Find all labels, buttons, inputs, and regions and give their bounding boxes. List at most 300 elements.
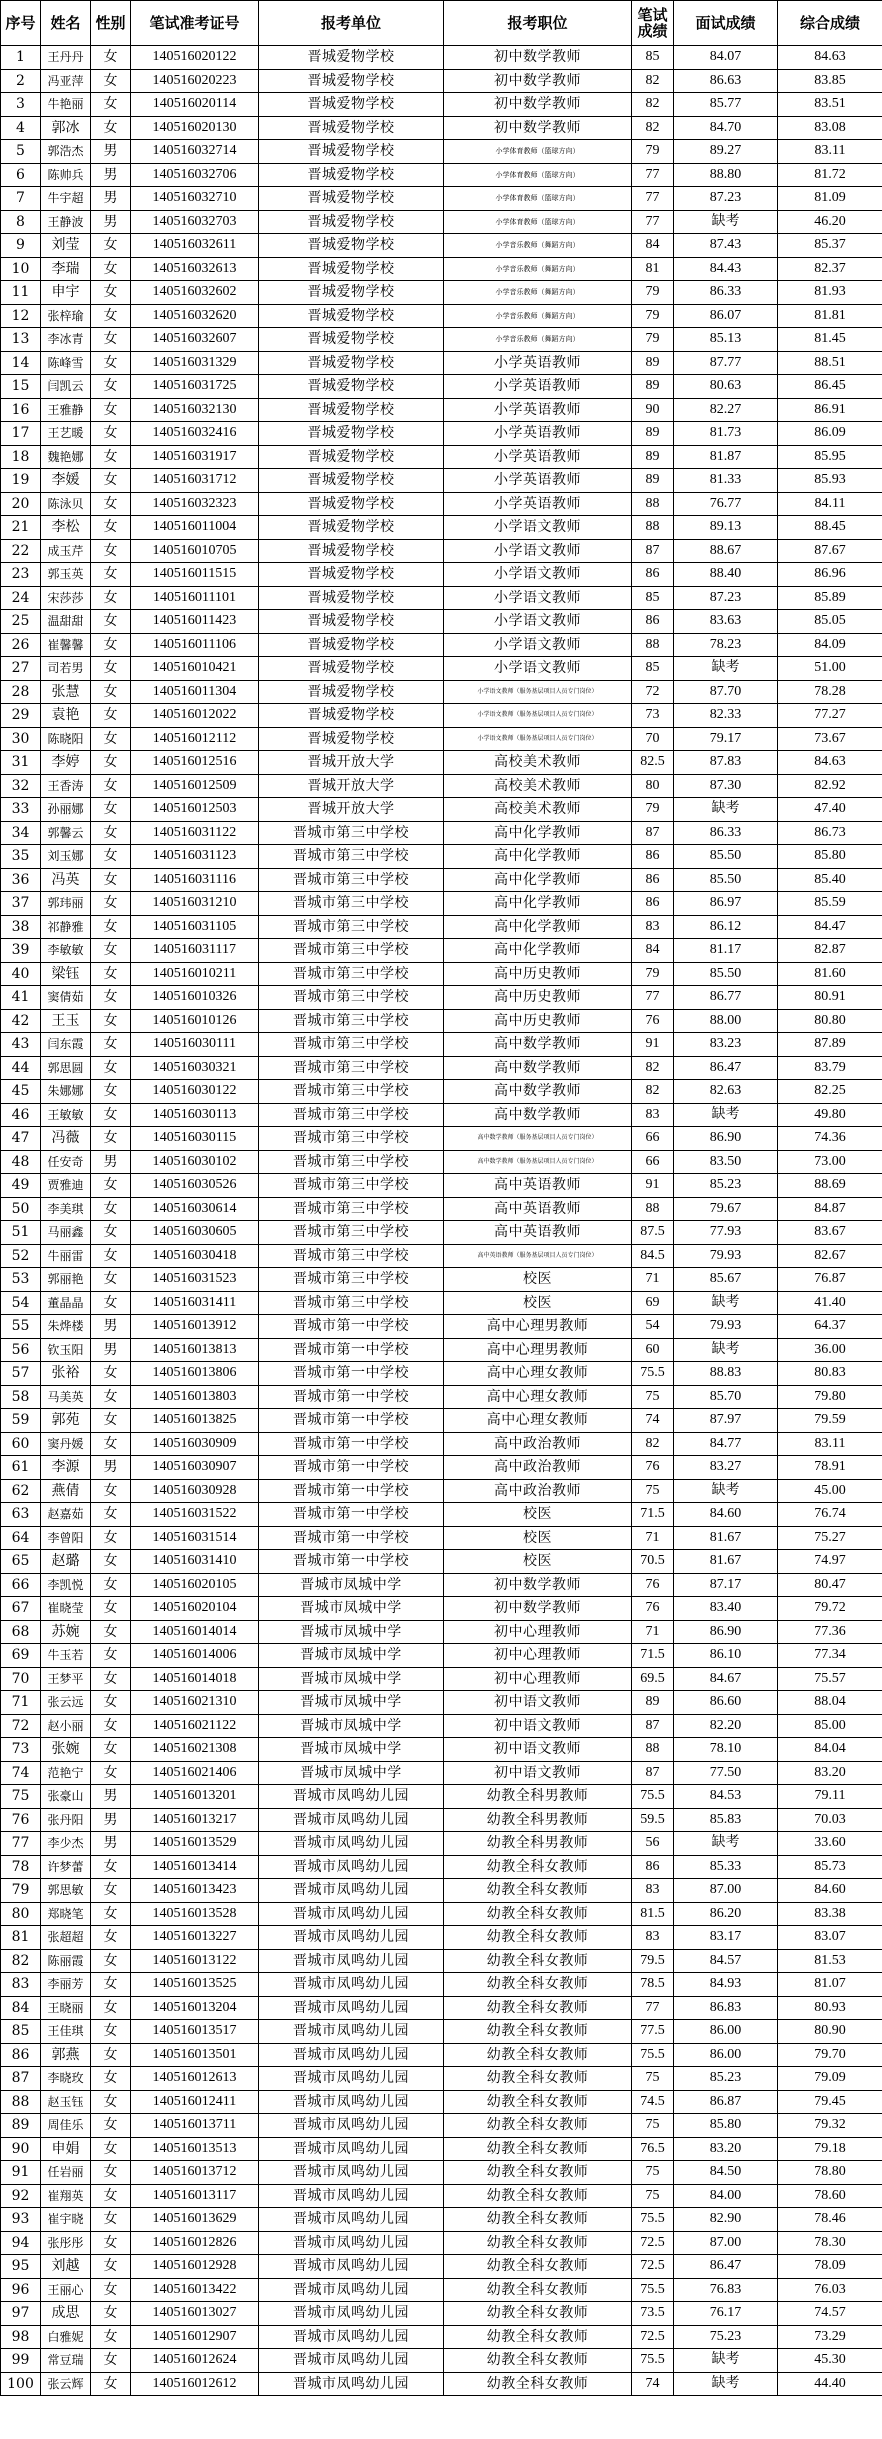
cell-total-score: 80.90 — [778, 2020, 882, 2044]
cell-interview-score: 85.50 — [674, 868, 778, 892]
cell-unit: 晋城市凤鸣幼儿园 — [259, 2114, 444, 2138]
cell-index: 64 — [1, 1526, 41, 1550]
cell-written-score: 79 — [632, 140, 674, 164]
cell-total-score: 51.00 — [778, 657, 882, 681]
cell-unit: 晋城爱物学校 — [259, 469, 444, 493]
cell-interview-score: 82.27 — [674, 398, 778, 422]
cell-total-score: 76.74 — [778, 1503, 882, 1527]
cell-position: 幼教全科女教师 — [444, 1902, 632, 1926]
cell-interview-score: 85.67 — [674, 1268, 778, 1292]
cell-ticket: 140516030526 — [131, 1174, 259, 1198]
header-index: 序号 — [1, 1, 41, 46]
cell-name: 郭浩杰 — [41, 140, 91, 164]
cell-unit: 晋城市凤鸣幼儿园 — [259, 2325, 444, 2349]
cell-ticket: 140516010211 — [131, 962, 259, 986]
table-row — [1, 1996, 882, 2020]
cell-position: 高中数学教师 — [444, 1033, 632, 1057]
cell-gender: 男 — [91, 1315, 131, 1339]
cell-position: 初中心理教师 — [444, 1667, 632, 1691]
cell-name: 孙丽娜 — [41, 798, 91, 822]
cell-gender: 男 — [91, 1150, 131, 1174]
cell-unit: 晋城市凤城中学 — [259, 1761, 444, 1785]
cell-position: 小学英语教师 — [444, 422, 632, 446]
cell-total-score: 85.40 — [778, 868, 882, 892]
cell-name: 常豆瑞 — [41, 2349, 91, 2373]
cell-ticket: 140516032602 — [131, 281, 259, 305]
cell-position: 高中化学教师 — [444, 939, 632, 963]
cell-name: 许梦蕾 — [41, 1855, 91, 1879]
cell-written-score: 87 — [632, 1714, 674, 1738]
cell-position: 小学英语教师 — [444, 492, 632, 516]
cell-gender: 女 — [91, 821, 131, 845]
cell-unit: 晋城市凤鸣幼儿园 — [259, 2184, 444, 2208]
cell-total-score: 75.57 — [778, 1667, 882, 1691]
cell-position: 幼教全科女教师 — [444, 2114, 632, 2138]
cell-written-score: 75 — [632, 2114, 674, 2138]
cell-ticket: 140516032323 — [131, 492, 259, 516]
cell-total-score: 85.05 — [778, 610, 882, 634]
cell-index: 33 — [1, 798, 41, 822]
cell-position: 幼教全科男教师 — [444, 1832, 632, 1856]
cell-index: 19 — [1, 469, 41, 493]
cell-name: 李丽芳 — [41, 1973, 91, 1997]
cell-index: 27 — [1, 657, 41, 681]
cell-position: 高中数学教师 — [444, 1103, 632, 1127]
cell-unit: 晋城市凤鸣幼儿园 — [259, 1973, 444, 1997]
cell-index: 56 — [1, 1338, 41, 1362]
cell-position: 高校美术教师 — [444, 798, 632, 822]
cell-name: 刘莹 — [41, 234, 91, 258]
cell-gender: 女 — [91, 845, 131, 869]
cell-name: 张裕 — [41, 1362, 91, 1386]
cell-unit: 晋城爱物学校 — [259, 633, 444, 657]
cell-unit: 晋城市凤鸣幼儿园 — [259, 2090, 444, 2114]
table-row — [1, 2137, 882, 2161]
cell-total-score: 84.60 — [778, 1879, 882, 1903]
cell-position: 高中政治教师 — [444, 1456, 632, 1480]
cell-total-score: 77.27 — [778, 704, 882, 728]
cell-written-score: 69 — [632, 1291, 674, 1315]
cell-gender: 男 — [91, 1832, 131, 1856]
cell-index: 36 — [1, 868, 41, 892]
table-row — [1, 69, 882, 93]
cell-name: 李少杰 — [41, 1832, 91, 1856]
cell-written-score: 89 — [632, 351, 674, 375]
cell-interview-score: 86.10 — [674, 1644, 778, 1668]
cell-unit: 晋城市第三中学校 — [259, 1244, 444, 1268]
cell-ticket: 140516031116 — [131, 868, 259, 892]
table-row — [1, 257, 882, 281]
cell-name: 郭玉英 — [41, 563, 91, 587]
cell-gender: 女 — [91, 116, 131, 140]
cell-written-score: 83 — [632, 1103, 674, 1127]
cell-written-score: 75.5 — [632, 2208, 674, 2232]
cell-name: 张婉 — [41, 1738, 91, 1762]
cell-ticket: 140516012826 — [131, 2231, 259, 2255]
cell-interview-score: 85.83 — [674, 1808, 778, 1832]
cell-gender: 女 — [91, 1620, 131, 1644]
cell-written-score: 71 — [632, 1268, 674, 1292]
cell-position: 高中化学教师 — [444, 821, 632, 845]
cell-interview-score: 87.00 — [674, 2231, 778, 2255]
cell-gender: 女 — [91, 657, 131, 681]
cell-index: 22 — [1, 539, 41, 563]
cell-written-score: 71 — [632, 1620, 674, 1644]
cell-name: 王雅静 — [41, 398, 91, 422]
cell-interview-score: 87.17 — [674, 1573, 778, 1597]
cell-written-score: 86 — [632, 563, 674, 587]
cell-position: 小学英语教师 — [444, 398, 632, 422]
cell-position: 小学音乐教师（舞蹈方向） — [444, 304, 632, 328]
cell-interview-score: 81.67 — [674, 1526, 778, 1550]
cell-total-score: 80.80 — [778, 1009, 882, 1033]
cell-index: 85 — [1, 2020, 41, 2044]
cell-ticket: 140516012411 — [131, 2090, 259, 2114]
cell-written-score: 76 — [632, 1456, 674, 1480]
cell-ticket: 140516030909 — [131, 1432, 259, 1456]
cell-index: 75 — [1, 1785, 41, 1809]
cell-written-score: 82.5 — [632, 751, 674, 775]
cell-index: 70 — [1, 1667, 41, 1691]
cell-unit: 晋城市凤鸣幼儿园 — [259, 1832, 444, 1856]
cell-gender: 女 — [91, 1127, 131, 1151]
cell-unit: 晋城市凤鸣幼儿园 — [259, 2043, 444, 2067]
cell-ticket: 140516013525 — [131, 1973, 259, 1997]
cell-unit: 晋城爱物学校 — [259, 210, 444, 234]
cell-ticket: 140516032613 — [131, 257, 259, 281]
cell-unit: 晋城市第三中学校 — [259, 868, 444, 892]
cell-interview-score: 缺考 — [674, 798, 778, 822]
cell-name: 陈峰雪 — [41, 351, 91, 375]
cell-name: 郭冰 — [41, 116, 91, 140]
cell-interview-score: 76.83 — [674, 2278, 778, 2302]
cell-interview-score: 84.67 — [674, 1667, 778, 1691]
cell-index: 39 — [1, 939, 41, 963]
cell-unit: 晋城市第一中学校 — [259, 1432, 444, 1456]
cell-position: 校医 — [444, 1503, 632, 1527]
cell-total-score: 84.63 — [778, 46, 882, 70]
cell-position: 高中化学教师 — [444, 915, 632, 939]
cell-unit: 晋城市第三中学校 — [259, 1033, 444, 1057]
cell-written-score: 79 — [632, 328, 674, 352]
cell-index: 82 — [1, 1949, 41, 1973]
cell-position: 幼教全科女教师 — [444, 2302, 632, 2326]
cell-ticket: 140516013414 — [131, 1855, 259, 1879]
table-row — [1, 1150, 882, 1174]
table-row — [1, 1738, 882, 1762]
cell-ticket: 140516021406 — [131, 1761, 259, 1785]
cell-name: 申娟 — [41, 2137, 91, 2161]
cell-total-score: 81.07 — [778, 1973, 882, 1997]
cell-written-score: 83 — [632, 1926, 674, 1950]
cell-index: 61 — [1, 1456, 41, 1480]
cell-position: 高中英语教师 — [444, 1197, 632, 1221]
cell-ticket: 140516013204 — [131, 1996, 259, 2020]
table-row — [1, 657, 882, 681]
cell-index: 99 — [1, 2349, 41, 2373]
cell-index: 95 — [1, 2255, 41, 2279]
cell-index: 45 — [1, 1080, 41, 1104]
cell-index: 84 — [1, 1996, 41, 2020]
cell-interview-score: 86.07 — [674, 304, 778, 328]
cell-written-score: 88 — [632, 633, 674, 657]
cell-gender: 女 — [91, 704, 131, 728]
cell-name: 魏艳娜 — [41, 445, 91, 469]
cell-index: 30 — [1, 727, 41, 751]
cell-name: 牛宇超 — [41, 187, 91, 211]
cell-interview-score: 85.50 — [674, 845, 778, 869]
cell-gender: 女 — [91, 257, 131, 281]
cell-name: 燕倩 — [41, 1479, 91, 1503]
cell-ticket: 140516021122 — [131, 1714, 259, 1738]
cell-unit: 晋城爱物学校 — [259, 704, 444, 728]
cell-ticket: 140516030321 — [131, 1056, 259, 1080]
cell-name: 赵玉钰 — [41, 2090, 91, 2114]
cell-written-score: 86 — [632, 610, 674, 634]
cell-total-score: 74.97 — [778, 1550, 882, 1574]
cell-ticket: 140516032611 — [131, 234, 259, 258]
cell-unit: 晋城爱物学校 — [259, 234, 444, 258]
table-row — [1, 1714, 882, 1738]
cell-ticket: 140516013027 — [131, 2302, 259, 2326]
cell-position: 小学语文教师 — [444, 586, 632, 610]
cell-gender: 女 — [91, 1503, 131, 1527]
cell-interview-score: 缺考 — [674, 1291, 778, 1315]
cell-total-score: 74.57 — [778, 2302, 882, 2326]
cell-index: 35 — [1, 845, 41, 869]
cell-position: 小学英语教师 — [444, 469, 632, 493]
cell-gender: 女 — [91, 2067, 131, 2091]
cell-index: 3 — [1, 93, 41, 117]
cell-unit: 晋城爱物学校 — [259, 422, 444, 446]
table-row — [1, 845, 882, 869]
cell-unit: 晋城市凤鸣幼儿园 — [259, 2067, 444, 2091]
table-row — [1, 492, 882, 516]
cell-written-score: 82 — [632, 116, 674, 140]
cell-written-score: 91 — [632, 1033, 674, 1057]
cell-name: 牛玉若 — [41, 1644, 91, 1668]
cell-written-score: 77 — [632, 163, 674, 187]
cell-written-score: 79.5 — [632, 1949, 674, 1973]
cell-unit: 晋城市第一中学校 — [259, 1338, 444, 1362]
cell-unit: 晋城市第三中学校 — [259, 1127, 444, 1151]
cell-position: 小学体育教师（篮球方向） — [444, 187, 632, 211]
cell-written-score: 75 — [632, 2161, 674, 2185]
cell-interview-score: 86.00 — [674, 2043, 778, 2067]
header-gender: 性别 — [91, 1, 131, 46]
cell-gender: 女 — [91, 751, 131, 775]
cell-ticket: 140516030907 — [131, 1456, 259, 1480]
cell-gender: 女 — [91, 1691, 131, 1715]
cell-name: 李曾阳 — [41, 1526, 91, 1550]
cell-total-score: 36.00 — [778, 1338, 882, 1362]
cell-gender: 女 — [91, 234, 131, 258]
cell-ticket: 140516013422 — [131, 2278, 259, 2302]
cell-ticket: 140516011101 — [131, 586, 259, 610]
cell-name: 闫东霞 — [41, 1033, 91, 1057]
cell-unit: 晋城爱物学校 — [259, 163, 444, 187]
cell-total-score: 79.09 — [778, 2067, 882, 2091]
cell-written-score: 82 — [632, 1432, 674, 1456]
cell-index: 38 — [1, 915, 41, 939]
table-row — [1, 821, 882, 845]
cell-total-score: 80.83 — [778, 1362, 882, 1386]
cell-interview-score: 79.93 — [674, 1244, 778, 1268]
cell-interview-score: 缺考 — [674, 1338, 778, 1362]
cell-total-score: 83.11 — [778, 1432, 882, 1456]
cell-name: 张云远 — [41, 1691, 91, 1715]
cell-interview-score: 86.60 — [674, 1691, 778, 1715]
cell-position: 高中政治教师 — [444, 1432, 632, 1456]
cell-gender: 男 — [91, 1338, 131, 1362]
cell-interview-score: 79.67 — [674, 1197, 778, 1221]
cell-position: 校医 — [444, 1526, 632, 1550]
cell-position: 高中心理女教师 — [444, 1409, 632, 1433]
cell-ticket: 140516030605 — [131, 1221, 259, 1245]
cell-name: 冯英 — [41, 868, 91, 892]
cell-index: 7 — [1, 187, 41, 211]
cell-total-score: 81.81 — [778, 304, 882, 328]
cell-gender: 女 — [91, 986, 131, 1010]
cell-written-score: 66 — [632, 1127, 674, 1151]
cell-index: 26 — [1, 633, 41, 657]
table-row — [1, 986, 882, 1010]
cell-unit: 晋城爱物学校 — [259, 516, 444, 540]
cell-gender: 女 — [91, 398, 131, 422]
cell-total-score: 79.11 — [778, 1785, 882, 1809]
cell-name: 苏婉 — [41, 1620, 91, 1644]
cell-gender: 女 — [91, 1197, 131, 1221]
table-row — [1, 2067, 882, 2091]
cell-index: 14 — [1, 351, 41, 375]
cell-interview-score: 89.13 — [674, 516, 778, 540]
cell-name: 郭思圆 — [41, 1056, 91, 1080]
cell-gender: 女 — [91, 1949, 131, 1973]
cell-ticket: 140516011106 — [131, 633, 259, 657]
cell-total-score: 87.67 — [778, 539, 882, 563]
cell-unit: 晋城市凤鸣幼儿园 — [259, 1879, 444, 1903]
cell-unit: 晋城爱物学校 — [259, 375, 444, 399]
cell-total-score: 74.36 — [778, 1127, 882, 1151]
table-row — [1, 2043, 882, 2067]
cell-name: 郭玮丽 — [41, 892, 91, 916]
cell-name: 郑晓笔 — [41, 1902, 91, 1926]
cell-position: 高中心理女教师 — [444, 1362, 632, 1386]
table-row — [1, 46, 882, 70]
cell-total-score: 79.45 — [778, 2090, 882, 2114]
cell-interview-score: 83.40 — [674, 1597, 778, 1621]
table-row — [1, 1315, 882, 1339]
cell-unit: 晋城市凤城中学 — [259, 1667, 444, 1691]
cell-gender: 女 — [91, 1714, 131, 1738]
cell-unit: 晋城市凤鸣幼儿园 — [259, 1949, 444, 1973]
cell-position: 小学语文教师（服务基层项目人员专门岗位） — [444, 704, 632, 728]
cell-total-score: 82.67 — [778, 1244, 882, 1268]
cell-written-score: 87 — [632, 1761, 674, 1785]
cell-name: 司若男 — [41, 657, 91, 681]
table-row — [1, 1033, 882, 1057]
cell-total-score: 85.00 — [778, 1714, 882, 1738]
cell-ticket: 140516013806 — [131, 1362, 259, 1386]
cell-ticket: 140516012907 — [131, 2325, 259, 2349]
cell-written-score: 82 — [632, 69, 674, 93]
cell-index: 73 — [1, 1738, 41, 1762]
cell-index: 10 — [1, 257, 41, 281]
cell-unit: 晋城市凤鸣幼儿园 — [259, 1785, 444, 1809]
cell-gender: 女 — [91, 1080, 131, 1104]
cell-written-score: 66 — [632, 1150, 674, 1174]
cell-gender: 女 — [91, 2325, 131, 2349]
cell-interview-score: 88.83 — [674, 1362, 778, 1386]
cell-interview-score: 81.87 — [674, 445, 778, 469]
table-row — [1, 1268, 882, 1292]
cell-gender: 男 — [91, 210, 131, 234]
cell-interview-score: 86.90 — [674, 1620, 778, 1644]
cell-interview-score: 84.57 — [674, 1949, 778, 1973]
cell-total-score: 85.80 — [778, 845, 882, 869]
cell-name: 王丹丹 — [41, 46, 91, 70]
cell-total-score: 84.11 — [778, 492, 882, 516]
cell-position: 小学音乐教师（舞蹈方向） — [444, 257, 632, 281]
cell-index: 83 — [1, 1973, 41, 1997]
cell-gender: 女 — [91, 1291, 131, 1315]
cell-position: 初中语文教师 — [444, 1691, 632, 1715]
cell-ticket: 140516032416 — [131, 422, 259, 446]
cell-ticket: 140516014006 — [131, 1644, 259, 1668]
cell-position: 幼教全科女教师 — [444, 2161, 632, 2185]
cell-name: 李凯悦 — [41, 1573, 91, 1597]
cell-position: 初中语文教师 — [444, 1761, 632, 1785]
cell-position: 幼教全科女教师 — [444, 2043, 632, 2067]
cell-position: 高中历史教师 — [444, 986, 632, 1010]
cell-name: 宋莎莎 — [41, 586, 91, 610]
cell-name: 祁静雅 — [41, 915, 91, 939]
cell-name: 崔晓莹 — [41, 1597, 91, 1621]
cell-position: 幼教全科女教师 — [444, 2208, 632, 2232]
cell-interview-score: 缺考 — [674, 210, 778, 234]
cell-name: 王香涛 — [41, 774, 91, 798]
cell-index: 6 — [1, 163, 41, 187]
table-row — [1, 1902, 882, 1926]
cell-interview-score: 77.93 — [674, 1221, 778, 1245]
cell-index: 86 — [1, 2043, 41, 2067]
cell-index: 23 — [1, 563, 41, 587]
cell-ticket: 140516013711 — [131, 2114, 259, 2138]
cell-ticket: 140516012612 — [131, 2372, 259, 2396]
cell-gender: 男 — [91, 1456, 131, 1480]
cell-unit: 晋城市凤鸣幼儿园 — [259, 2020, 444, 2044]
table-row — [1, 586, 882, 610]
header-written-score: 笔试成绩 — [632, 1, 674, 46]
cell-ticket: 140516032620 — [131, 304, 259, 328]
cell-total-score: 83.07 — [778, 1926, 882, 1950]
cell-unit: 晋城市凤鸣幼儿园 — [259, 2231, 444, 2255]
cell-interview-score: 84.60 — [674, 1503, 778, 1527]
cell-interview-score: 76.17 — [674, 2302, 778, 2326]
table-row — [1, 422, 882, 446]
table-row — [1, 2114, 882, 2138]
cell-position: 高校美术教师 — [444, 751, 632, 775]
cell-index: 24 — [1, 586, 41, 610]
header-position: 报考职位 — [444, 1, 632, 46]
cell-gender: 女 — [91, 1385, 131, 1409]
cell-index: 59 — [1, 1409, 41, 1433]
cell-written-score: 77 — [632, 210, 674, 234]
cell-position: 幼教全科女教师 — [444, 1926, 632, 1950]
cell-gender: 女 — [91, 1409, 131, 1433]
cell-name: 李婷 — [41, 751, 91, 775]
cell-index: 29 — [1, 704, 41, 728]
